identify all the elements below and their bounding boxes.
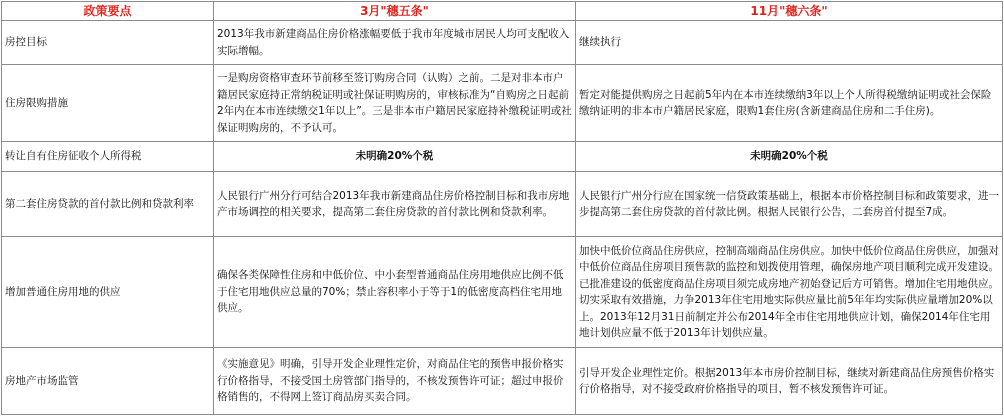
table-row (2, 21, 1003, 65)
march-cell: 确保各类保障性住房和中低价位、中小套型普通商品住房用地供应比例不低于住宅用地供应总量的70%；禁止容积率小于等于1的低密度高档住宅用地供应。 (214, 237, 576, 348)
policy-comparison-table (1, 1, 1003, 415)
november-cell: 人民银行广州分行应在国家统一信贷政策基础上，根据本市价格控制目标和政策要求，进一步提高第二套住房贷款的首付款比例。根据人民银行公告，二套房首付提至7成。 (576, 172, 1003, 237)
row-label: 转让自有住房征收个人所得税 (2, 142, 214, 172)
row-label: 房控目标 (2, 21, 214, 65)
header-policy-point: 政策要点 (2, 2, 214, 21)
table-row (2, 172, 1003, 237)
row-label: 房地产市场监管 (2, 348, 214, 415)
row-label: 住房限购措施 (2, 65, 214, 142)
november-cell: 继续执行 (576, 21, 1003, 65)
table-row (2, 142, 1003, 172)
march-cell: 2013年我市新建商品住房价格涨幅要低于我市年度城市居民人均可支配收入实际增幅。 (214, 21, 576, 65)
table-row (2, 65, 1003, 142)
header-row (2, 2, 1003, 21)
row-label: 第二套住房贷款的首付款比例和贷款利率 (2, 172, 214, 237)
november-cell: 暂定对能提供购房之日起前5年内在本市连续缴纳3年以上个人所得税缴纳证明或社会保险缴纳证明的非本市户籍居民家庭，限购1套住房(含新建商品住房和二手住房)。 (576, 65, 1003, 142)
row-label: 增加普通住房用地的供应 (2, 237, 214, 348)
november-cell: 引导开发企业理性定价。根据2013年本市房价控制目标，继续对新建商品住房预售价格实行价格指导，对不接受政府价格指导的项目，暂不核发预售许可证。 (576, 348, 1003, 415)
table-row (2, 348, 1003, 415)
header-november-policy: 11月"穗六条" (576, 2, 1003, 21)
march-cell: 《实施意见》明确，引导开发企业理性定价，对商品住宅的预售申报价格实行价格指导，不接受国土房管部门指导的，不核发预售许可证；超过申报价格销售的，不得网上签订商品房买卖合同。 (214, 348, 576, 415)
march-cell: 未明确20%个税 (214, 142, 576, 172)
march-cell: 人民银行广州分行可结合2013年我市新建商品住房价格控制目标和我市房地产市场调控的相关要求，提高第二套住房贷款的首付款比例和贷款利率。 (214, 172, 576, 237)
march-cell: 一是购房资格审查环节前移至签订购房合同（认购）之前。二是对非本市户籍居民家庭持正常纳税证明或社保证明购房的，审核标准为“自购房之日起前2年内在本市连续缴交1年以上”。三是非本市户籍居民家庭持补缴税证明或社保证明购房的，不予认可。 (214, 65, 576, 142)
november-cell: 加快中低价位商品住房供应，控制高端商品住房供应。加快中低价位商品住房供应，加强对中低价位商品住房项目预售款的监控和划拨使用管理，确保房地产项目顺利完成开发建设。已批准建设的低密度商品住房项目须完成房地产初始登记后方可销售。增加住宅用地供应。切实采取有效措施，力争2013年住宅用地实际供应量比前5年年均实际供应量增加20%以上。2013年12月31日前制定并公布2014年全市住宅用地供应计划，确保2014年住宅用地计划供应量不低于2013年计划供应量。 (576, 237, 1003, 348)
table-row (2, 237, 1003, 348)
header-march-policy: 3月"穗五条" (214, 2, 576, 21)
november-cell: 未明确20%个税 (576, 142, 1003, 172)
